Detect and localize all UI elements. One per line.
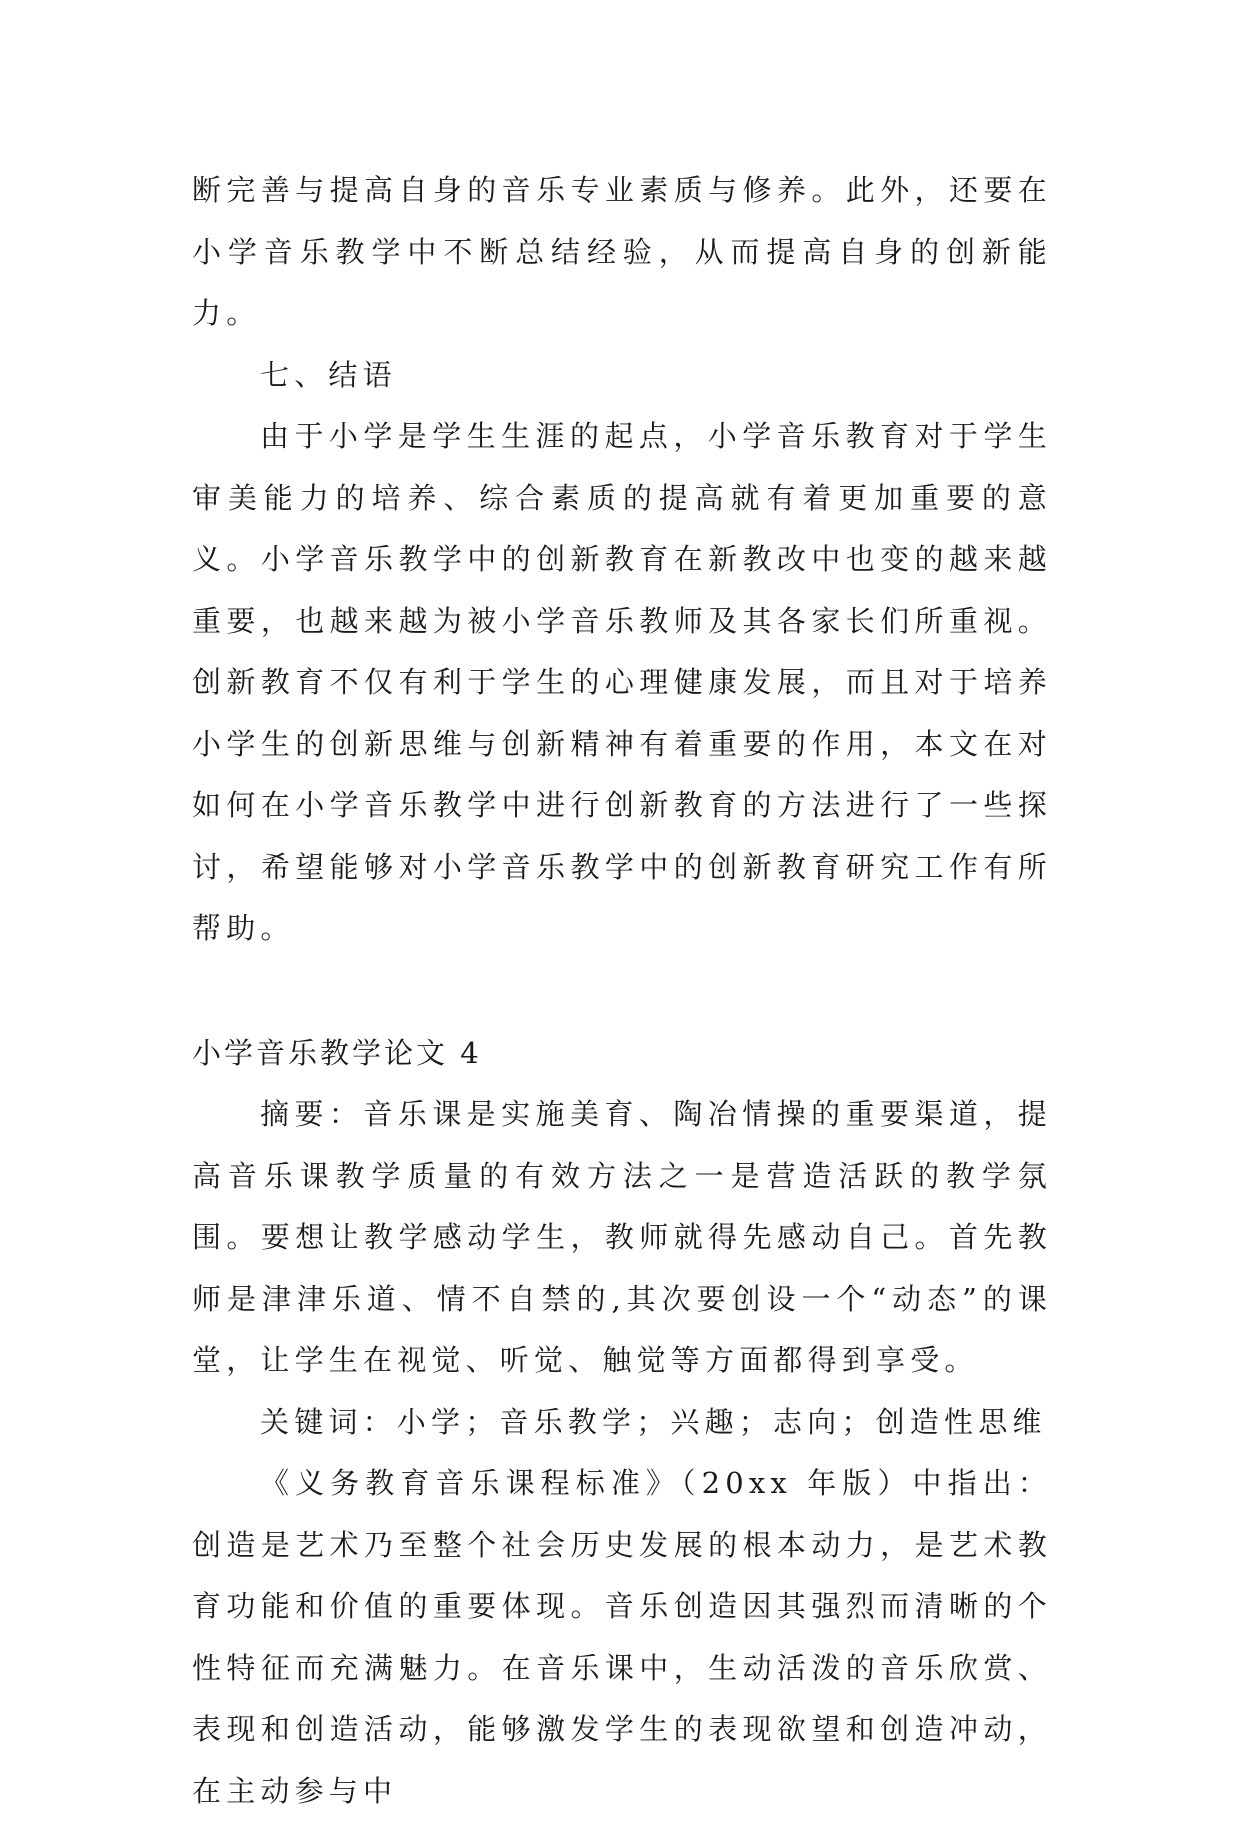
document-page (192, 160, 1052, 1822)
body-paragraph: 《义务教育音乐课程标准》（20xx 年版）中指出：创造是艺术乃至整个社会历史发展的根本动力，是艺术教育功能和价值的重要体现。音乐创造因其强烈而清晰的个性特征而充满魅力。在音乐课中，生动活泼的音乐欣赏、表现和创造活动，能够激发学生的表现欲望和创造冲动，在主动参与中 (192, 1466, 1052, 1808)
continuation-paragraph: 断完善与提高自身的音乐专业素质与修养。此外，还要在小学音乐教学中不断总结经验，从而提高自身的创新能力。 (192, 173, 1052, 330)
conclusion-paragraph: 由于小学是学生生涯的起点，小学音乐教育对于学生审美能力的培养、综合素质的提高就有着更加重要的意义。小学音乐教学中的创新教育在新教改中也变的越来越重要，也越来越为被小学音乐教师及其各家长们所重视。创新教育不仅有利于学生的心理健康发展，而且对于培养小学生的创新思维与创新精神有着重要的作用，本文在对如何在小学音乐教学中进行创新教育的方法进行了一些探讨，希望能够对小学音乐教学中的创新教育研究工作有所帮助。 (192, 419, 1052, 945)
keywords-paragraph: 关键词：小学；音乐教学；兴趣；志向；创造性思维 (260, 1404, 1047, 1439)
section-heading-conclusion: 七、结语 (260, 357, 397, 392)
article-title: 小学音乐教学论文 4 (192, 1035, 482, 1070)
abstract-paragraph: 摘要：音乐课是实施美育、陶冶情操的重要渠道，提高音乐课教学质量的有效方法之一是营造活跃的教学氛围。要想让教学感动学生，教师就得先感动自己。首先教师是津津乐道、情不自禁的,其次要创设一个“动态”的课堂，让学生在视觉、听觉、触觉等方面都得到享受。 (192, 1097, 1052, 1377)
